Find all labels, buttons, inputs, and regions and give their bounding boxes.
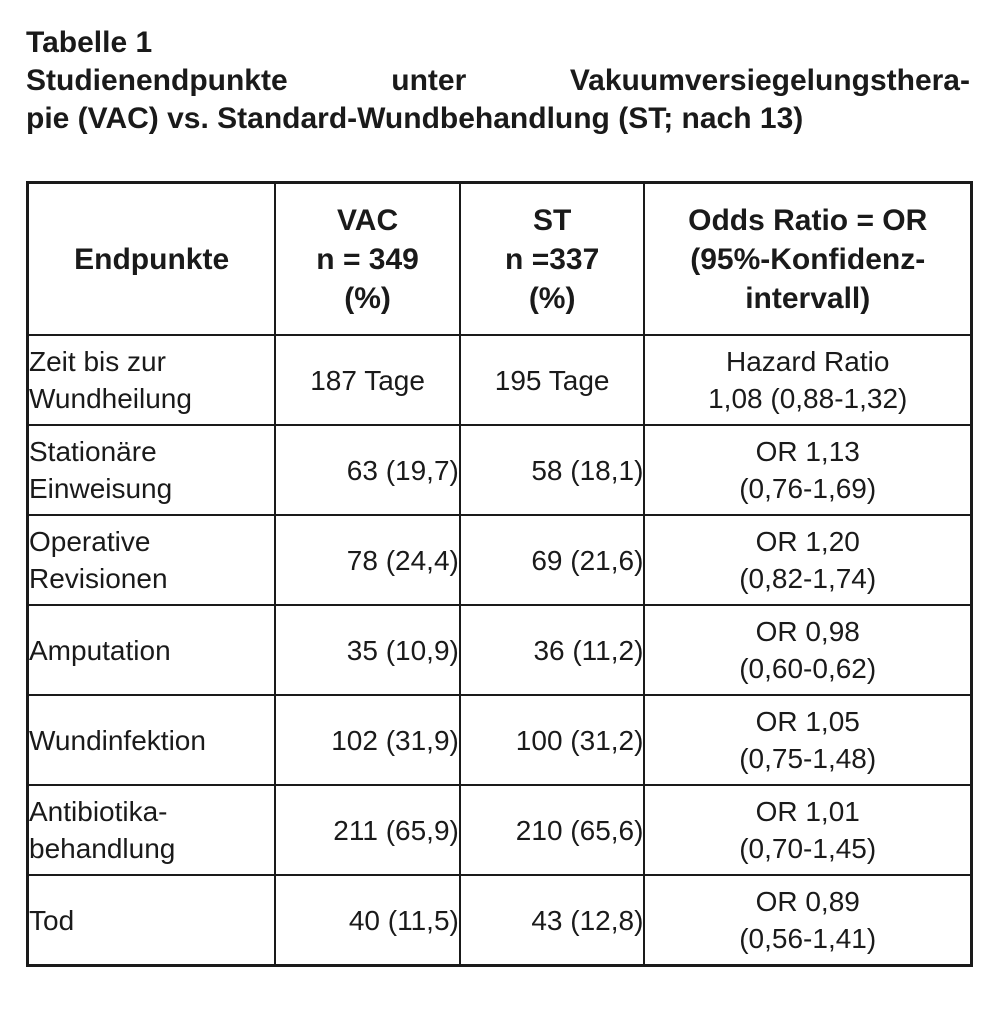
st-value: 100 (31,2) [460,695,645,785]
header-st-line: (%) [528,281,576,315]
table-label: Tabelle 1 [26,26,153,59]
vac-value: 78 (24,4) [275,515,460,605]
endpoint-line: behandlung [29,833,176,864]
table-title-line-2: pie (VAC) vs. Standard-Wundbehandlung (ST; nach 13) [26,102,804,135]
header-vac [275,183,460,336]
ratio-cell [644,515,971,605]
ratio-line: (0,70-1,45) [739,833,877,864]
table-row [28,605,972,695]
ratio-line: OR 0,98 [755,616,860,647]
endpoint-cell [28,515,276,605]
endpoint-cell [28,695,276,785]
header-endpoint [28,183,276,336]
vac-value: 102 (31,9) [275,695,460,785]
endpoint-cell [28,875,276,966]
ratio-line: OR 1,20 [755,526,860,557]
ratio-cell [644,695,971,785]
header-st-line: ST [532,203,572,237]
endpoint-cell [28,335,276,425]
table-title-word: unter [391,64,467,97]
endpoint-cell [28,605,276,695]
endpoint-line: Revisionen [29,563,168,594]
table-row [28,785,972,875]
ratio-line: OR 0,89 [755,886,860,917]
table-row [28,425,972,515]
header-or-line: Odds Ratio = OR [688,203,928,237]
table-row [28,695,972,785]
endpoint-line: Tod [29,904,75,936]
st-value: 36 (11,2) [460,605,645,695]
header-odds-ratio [644,183,971,336]
study-endpoints-table [26,181,973,967]
header-endpoint-label: Endpunkte [74,242,230,276]
table-row [28,875,972,966]
table-row [28,515,972,605]
ratio-line: Hazard Ratio [726,346,890,377]
ratio-cell [644,425,971,515]
ratio-line: (0,75-1,48) [739,743,877,774]
ratio-line: OR 1,01 [755,796,860,827]
ratio-cell [644,605,971,695]
st-value: 210 (65,6) [460,785,645,875]
vac-value: 63 (19,7) [275,425,460,515]
endpoint-line: Stationäre [29,436,157,467]
ratio-line: OR 1,13 [755,436,860,467]
st-value: 58 (18,1) [460,425,645,515]
header-vac-line: n = 349 [316,242,419,276]
endpoint-line: Einweisung [29,473,173,504]
vac-value: 187 Tage [275,335,460,425]
endpoint-line: Operative [29,526,151,557]
st-value: 69 (21,6) [460,515,645,605]
header-or-line: intervall) [745,281,871,315]
header-vac-line: VAC [337,203,399,237]
st-value: 43 (12,8) [460,875,645,966]
table-title-line-1 [26,62,970,100]
header-st-line: n =337 [505,242,600,276]
table-caption [26,24,970,138]
endpoint-line: Wundheilung [29,383,192,414]
vac-value: 40 (11,5) [275,875,460,966]
header-or-line: (95%-Konfidenz- [690,242,926,276]
st-value: 195 Tage [460,335,645,425]
endpoint-line: Wundinfektion [29,724,206,756]
ratio-line: (0,76-1,69) [739,473,877,504]
endpoint-line: Antibiotika- [29,796,168,827]
endpoint-line: Amputation [29,634,171,666]
endpoint-line: Zeit bis zur [29,346,166,377]
table-row [28,335,972,425]
vac-value: 35 (10,9) [275,605,460,695]
ratio-line: OR 1,05 [755,706,860,737]
table-title-word: Vakuumversiegelungsthera- [569,64,970,97]
table-title-word: Studienendpunkte [26,64,288,97]
header-st [460,183,645,336]
endpoint-cell [28,425,276,515]
header-vac-line: (%) [344,281,391,315]
ratio-line: (0,56-1,41) [739,923,877,954]
ratio-line: (0,60-0,62) [739,653,877,684]
ratio-line: (0,82-1,74) [739,563,877,594]
ratio-cell [644,875,971,966]
header-row [28,183,972,336]
vac-value: 211 (65,9) [275,785,460,875]
ratio-cell [644,785,971,875]
ratio-cell [644,335,971,425]
endpoint-cell [28,785,276,875]
ratio-line: 1,08 (0,88-1,32) [708,383,908,414]
